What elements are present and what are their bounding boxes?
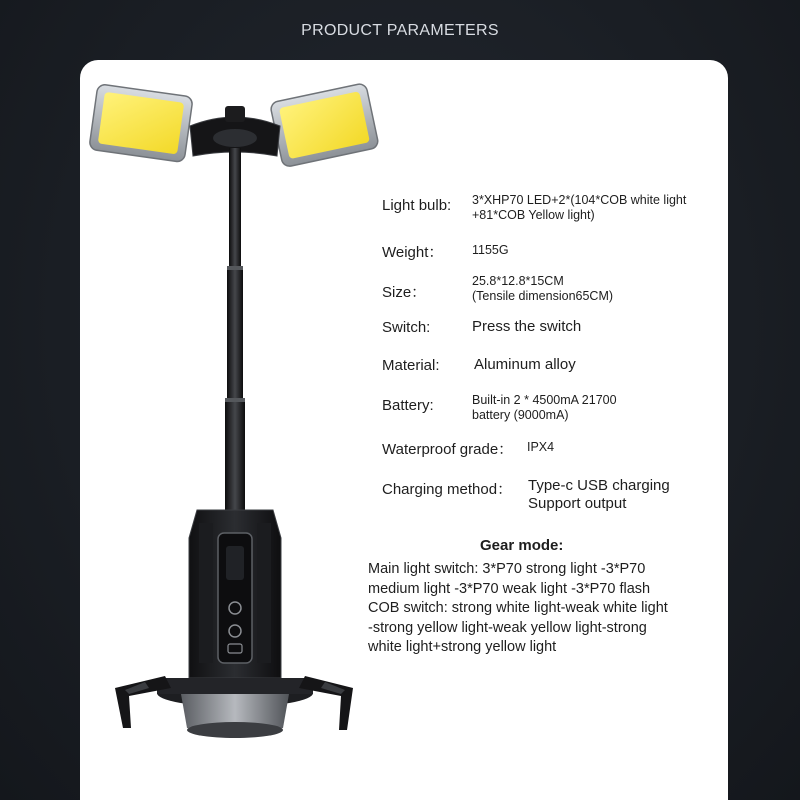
spec-label-material: Material: [382,357,440,374]
spec-label-weight: Weight： [382,244,444,261]
spec-value-line: 1155G [472,243,509,257]
gear-mode-line: -strong yellow light-weak yellow light-strong [368,619,647,636]
gear-mode-line: white light+strong yellow light [368,639,557,655]
spec-value-line: Aluminum alloy [474,356,576,373]
spec-value-line: Support output [528,495,627,512]
gear-mode-line: Main light switch: 3*P70 strong light -3*P70 [368,561,646,577]
spec-value-line: Built-in 2 * 4500mA 21700 [472,393,617,407]
gear-mode-line: COB switch: strong white light-weak white light [368,600,668,616]
spec-label-light-bulb: Light bulb: [382,197,452,214]
left-cob-panel [89,84,193,163]
spec-value-line: Press the switch [472,318,582,335]
page-title: PRODUCT PARAMETERS [301,22,499,39]
spec-value-line: IPX4 [527,440,555,454]
gear-mode-title: Gear mode: [480,537,564,554]
spec-label-size: Size： [382,284,427,301]
spec-value-line: 3*XHP70 LED+2*(104*COB white light [472,193,687,207]
right-cob-panel [270,83,380,168]
spec-label-battery: Battery: [382,397,434,414]
spec-value-line: battery (9000mA) [472,408,569,422]
spec-value-line: (Tensile dimension65CM) [472,289,614,303]
spec-value-line: +81*COB Yellow light) [472,208,595,222]
spec-label-charging: Charging method： [382,481,513,498]
spec-label-waterproof: Waterproof grade： [382,441,514,458]
spec-value-line: Type-c USB charging [528,477,670,494]
spec-value-line: 25.8*12.8*15CM [472,274,564,288]
spec-label-switch: Switch: [382,319,431,336]
gear-mode-line: medium light -3*P70 weak light -3*P70 flash [368,580,651,597]
product-image [85,78,385,758]
